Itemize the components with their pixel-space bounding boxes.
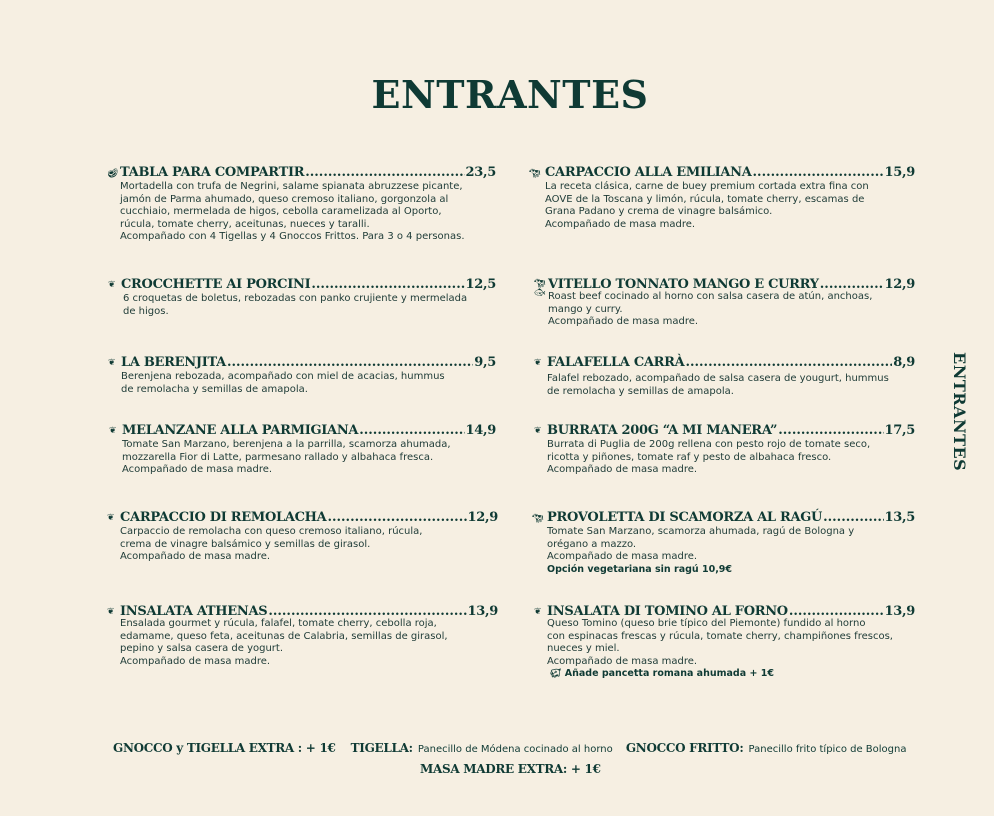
- gnocco-fritto-text: Panecillo frito típico de Bologna: [748, 744, 907, 755]
- item-name: TABLA PARA COMPARTIR: [120, 165, 305, 180]
- tigella-label: TIGELLA:: [350, 741, 413, 755]
- item-price: 12,9: [884, 277, 915, 292]
- menu-item: [107, 510, 498, 564]
- item-price: 13,9: [467, 604, 498, 619]
- item-description: 6 croquetas de boletus, rebozadas con panko crujiente y mermelada de higos.: [123, 293, 468, 317]
- cow-icon: 🐄︎: [529, 169, 541, 179]
- item-name: PROVOLETTA DI SCAMORZA AL RAGÚ: [547, 510, 823, 525]
- menu-item: [529, 165, 915, 231]
- leaf-icon: ❦: [107, 607, 115, 617]
- tigella-text: Panecillo de Módena cocinado al horno: [417, 744, 613, 755]
- cow-icon: 🐄︎: [532, 514, 544, 524]
- item-description: Berenjena rebozada, acompañado con miel de acacias, hummus de remolacha y semillas de amapola.: [121, 371, 445, 395]
- item-name: INSALATA DI TOMINO AL FORNO: [547, 604, 788, 619]
- item-description: Roast beef cocinado al horno con salsa casera de atún, anchoas, mango y curry. Acompañado de masa madre.: [548, 291, 873, 328]
- item-price: 12,5: [465, 277, 496, 292]
- item-price: 17,5: [884, 423, 915, 438]
- item-price: 15,9: [884, 165, 915, 180]
- cow-fish-icon: 🐄︎ 🐟︎: [534, 279, 546, 298]
- menu-item: [534, 423, 915, 477]
- item-name: LA BERENJITA: [121, 355, 226, 370]
- item-description: Tomate San Marzano, scamorza ahumada, ragú de Bologna y orégano a mazzo. Acompañado de masa madre.: [547, 526, 855, 563]
- item-price: 13,9: [884, 604, 915, 619]
- footer-extras: [113, 737, 907, 756]
- item-description: Queso Tomino (queso brie típico del Piemonte) fundido al horno con espinacas frescas y rúcula, tomate cherry, champiñones frescos, nueces y miel. Acompañado de masa madre.: [547, 618, 893, 667]
- menu-item: [534, 355, 915, 398]
- leaf-icon: ❦: [534, 607, 542, 617]
- pig-icon: 🐖︎: [550, 669, 562, 680]
- side-title: ENTRANTES: [950, 352, 969, 472]
- item-name: MELANZANE ALLA PARMIGIANA: [122, 423, 359, 438]
- item-price: 12,9: [467, 510, 498, 525]
- menu-item: [107, 604, 498, 668]
- item-price: 23,5: [465, 165, 496, 180]
- gnocco-fritto-label: GNOCCO FRITTO:: [625, 741, 744, 755]
- leaf-icon: ❦: [108, 358, 116, 368]
- item-description: Ensalada gourmet y rúcula, falafel, tomate cherry, cebolla roja, edamame, queso feta, aceitunas de Calabria, semillas de girasol, pepino y salsa casera de yogurt. Acompañado de masa madre.: [120, 618, 448, 667]
- gnocco-tigella-extra: GNOCCO y TIGELLA EXTRA : + 1€: [113, 741, 336, 755]
- item-price: 8,9: [893, 355, 915, 370]
- menu-item: [109, 423, 496, 477]
- page-title: ENTRANTES: [371, 72, 649, 117]
- item-price: 14,9: [465, 423, 496, 438]
- menu-item: [534, 604, 915, 681]
- item-name: CARPACCIO DI REMOLACHA: [120, 510, 327, 525]
- item-name: BURRATA 200G “A MI MANERA”: [547, 423, 778, 438]
- menu-item: [534, 277, 915, 329]
- meat-icon: 🥩︎: [107, 169, 119, 179]
- item-description: Falafel rebozado, acompañado de salsa casera de yougurt, hummus de remolacha y semillas de amapola.: [547, 373, 889, 397]
- item-description: Tomate San Marzano, berenjena a la parrilla, scamorza ahumada, mozzarella Fior di Latte, parmesano rallado y albahaca fresca. Acompañado de masa madre.: [122, 439, 451, 476]
- item-name: INSALATA ATHENAS: [120, 604, 268, 619]
- item-name: FALAFELLA CARRÀ: [547, 355, 685, 370]
- item-price: 13,5: [884, 510, 915, 525]
- leaf-icon: ❦: [534, 426, 542, 436]
- item-description: Carpaccio de remolacha con queso cremoso italiano, rúcula, crema de vinagre balsámico y semillas de girasol. Acompañado de masa madre.: [120, 526, 423, 563]
- item-name: CROCCHETTE AI PORCINI: [121, 277, 311, 292]
- item-description: Mortadella con trufa de Negrini, salame spianata abruzzese picante, jamón de Parma ahumado, queso cremoso italiano, gorgonzola al cucchiaio, mermelada de higos, cebolla caramelizada al Oporto, rúcula, tomate cherry, aceitunas, nueces y taralli. Acompañado con 4 Tigellas y 4 Gnoccos Frittos. Para 3 o 4 personas.: [120, 181, 465, 243]
- item-description: Burrata di Puglia de 200g rellena con pesto rojo de tomate seco, ricotta y piñones, tomate raf y pesto de albahaca fresco. Acompañado de masa madre.: [547, 439, 871, 476]
- leaf-icon: ❦: [108, 280, 116, 290]
- menu-item: [532, 510, 915, 576]
- item-name: VITELLO TONNATO MANGO E CURRY: [548, 277, 819, 292]
- menu-item: [108, 277, 496, 318]
- add-pancetta-note: 🐖︎ Añade pancetta romana ahumada + 1€: [550, 668, 774, 680]
- leaf-icon: ❦: [109, 426, 117, 436]
- vegetarian-option-note: Opción vegetariana sin ragú 10,9€: [547, 563, 733, 575]
- menu-item: [108, 355, 496, 396]
- item-description: La receta clásica, carne de buey premium cortada extra fina con AOVE de la Toscana y limón, rúcula, tomate cherry, escamas de Grana Padano y crema de vinagre balsámico. Acompañado de masa madre.: [545, 181, 869, 230]
- leaf-icon: ❦: [534, 358, 542, 368]
- menu-item: [107, 165, 496, 244]
- masa-madre-extra: MASA MADRE EXTRA: + 1€: [420, 762, 601, 776]
- item-price: 9,5: [474, 355, 496, 370]
- leaf-icon: ❦: [107, 513, 115, 523]
- item-name: CARPACCIO ALLA EMILIANA: [545, 165, 752, 180]
